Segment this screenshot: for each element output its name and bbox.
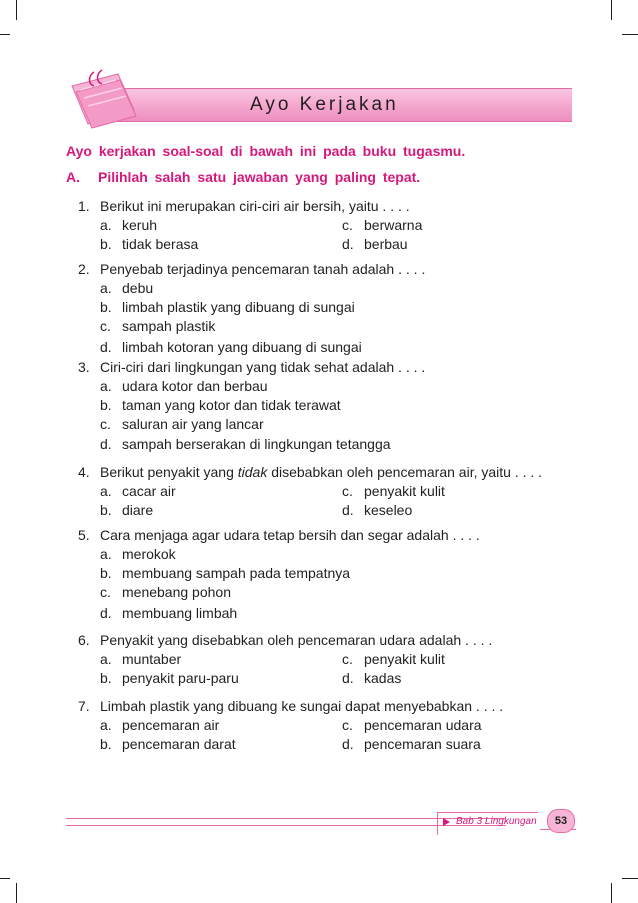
option-d: d. sampah berserakan di lingkungan tetangga (100, 436, 391, 452)
question-text: Penyebab terjadinya pencemaran tanah adalah . . . . (100, 261, 426, 277)
option-d: d. berbau (342, 236, 408, 252)
option-c: c. pencemaran udara (342, 717, 482, 733)
option-b: b. pencemaran darat (100, 736, 236, 752)
option-c: c. menebang pohon (100, 584, 231, 600)
page-number: 53 (547, 809, 575, 833)
question-number: 1. (78, 198, 90, 214)
option-a: a. pencemaran air (100, 717, 220, 733)
option-c: c. saluran air yang lancar (100, 416, 264, 432)
crop-mark (0, 878, 10, 879)
banner-title: Ayo Kerjakan (250, 94, 399, 115)
option-a: a. cacar air (100, 483, 176, 499)
crop-mark (16, 0, 17, 20)
option-c: c. penyakit kulit (342, 483, 445, 499)
section-banner (100, 88, 572, 122)
option-b: b. limbah plastik yang dibuang di sungai (100, 299, 355, 315)
question-text: Penyakit yang disebabkan oleh pencemaran udara adalah . . . . (100, 632, 493, 648)
option-b: b. penyakit paru-paru (100, 670, 239, 686)
option-a: a. muntaber (100, 651, 182, 667)
option-c: c. sampah plastik (100, 318, 216, 334)
crop-mark (611, 883, 612, 903)
crop-mark (611, 0, 612, 20)
option-c: c. berwarna (342, 217, 423, 233)
question-number: 6. (78, 632, 90, 648)
question-text: Cara menjaga agar udara tetap bersih dan segar adalah . . . . (100, 527, 480, 543)
option-b: b. diare (100, 502, 154, 518)
question-number: 3. (78, 359, 90, 375)
section-heading (66, 169, 420, 185)
crop-mark (0, 34, 10, 35)
chapter-label: Bab 3 Lingkungan (456, 816, 537, 827)
question-number: 7. (78, 698, 90, 714)
question-text: Berikut ini merupakan ciri-ciri air bersih, yaitu . . . . (100, 198, 410, 214)
option-d: d. pencemaran suara (342, 736, 481, 752)
notebook-icon (66, 66, 146, 130)
instruction-text: Ayo kerjakan soal-soal di bawah ini pada buku tugasmu. (66, 143, 466, 159)
crop-mark (622, 34, 638, 35)
option-b: b. taman yang kotor dan tidak terawat (100, 397, 341, 413)
section-text: Pilihlah salah satu jawaban yang paling tepat. (98, 169, 421, 185)
option-d: d. membuang limbah (100, 605, 238, 621)
option-a: a. udara kotor dan berbau (100, 378, 268, 394)
question-number: 5. (78, 527, 90, 543)
option-b: b. membuang sampah pada tempatnya (100, 565, 351, 581)
question-text: Limbah plastik yang dibuang ke sungai dapat menyebabkan . . . . (100, 698, 504, 714)
option-c: c. penyakit kulit (342, 651, 445, 667)
option-d: d. kadas (342, 670, 402, 686)
option-b: b. tidak berasa (100, 236, 199, 252)
section-letter: A. (66, 169, 80, 185)
option-a: a. merokok (100, 546, 176, 562)
option-a: a. keruh (100, 217, 158, 233)
option-a: a. debu (100, 280, 154, 296)
arrow-icon (443, 818, 450, 826)
question-text: Ciri-ciri dari lingkungan yang tidak sehat adalah . . . . (100, 359, 426, 375)
question-number: 4. (78, 464, 90, 480)
option-d: d. keseleo (342, 502, 413, 518)
crop-mark (16, 883, 17, 903)
crop-mark (622, 878, 638, 879)
question-text: Berikut penyakit yang tidak disebabkan oleh pencemaran air, yaitu . . . . (100, 464, 543, 480)
option-d: d. limbah kotoran yang dibuang di sungai (100, 339, 362, 355)
question-number: 2. (78, 261, 90, 277)
